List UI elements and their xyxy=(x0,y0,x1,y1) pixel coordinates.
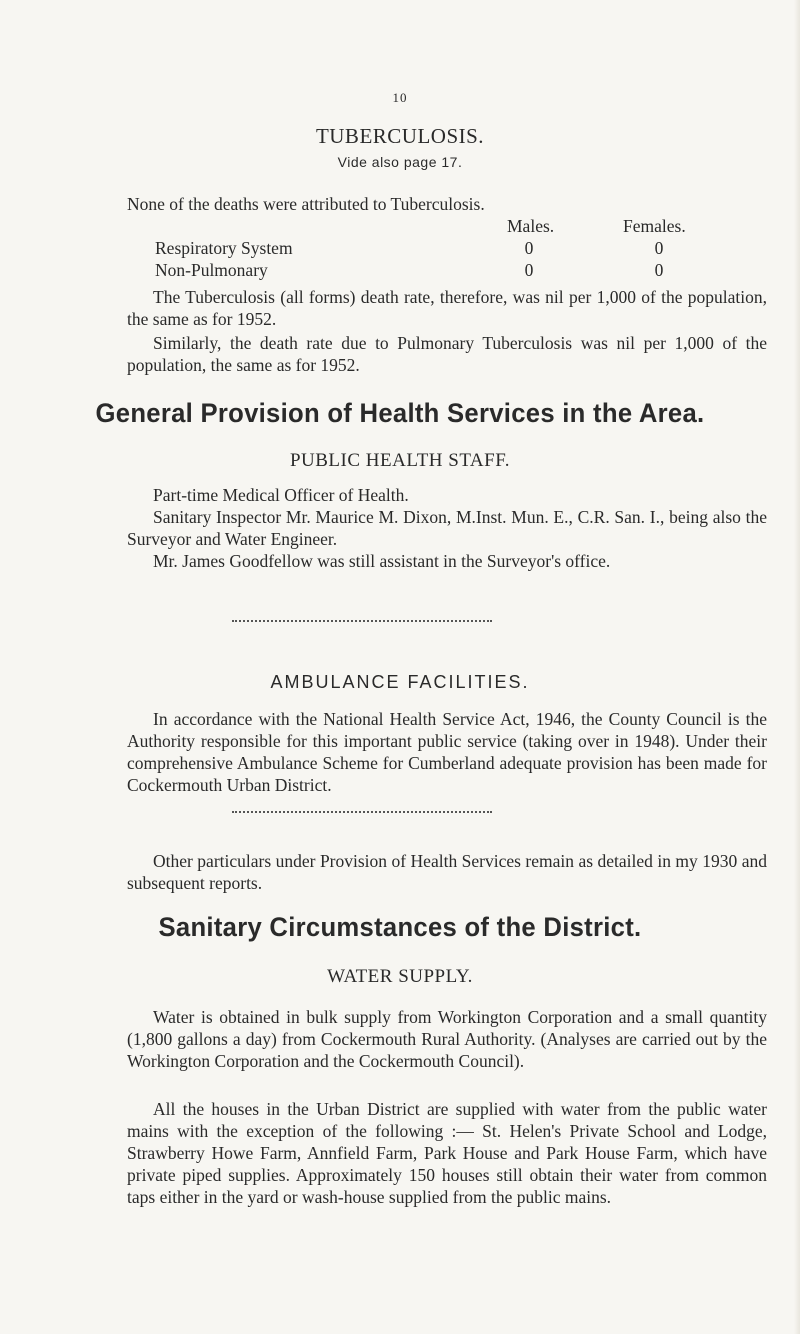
other-particulars-paragraph: Other particulars under Provision of Health Services remain as detailed in my 1930 and subsequent reports. xyxy=(127,851,767,893)
row-label-nonpulmonary: Non-Pulmonary xyxy=(155,260,268,280)
page-edge-shadow xyxy=(794,0,800,1334)
page-number: 10 xyxy=(392,90,408,105)
females-header: Females. xyxy=(623,216,686,236)
tb-death-rate-paragraph: The Tuberculosis (all forms) death rate, therefore, was nil per 1,000 of the population, the same as for 1952. xyxy=(127,287,767,329)
row-females-nonpulmonary: 0 xyxy=(654,260,664,280)
ambulance-paragraph: In accordance with the National Health Service Act, 1946, the County Council is the Authority responsible for this important public service (taking over in 1948). Under their comprehensive Ambulance Scheme for Cumberland adequate provision has been made for Cockermouth Urban District. xyxy=(127,709,767,795)
sanitary-circumstances-heading: Sanitary Circumstances of the District. xyxy=(158,912,642,942)
public-health-staff-heading: PUBLIC HEALTH STAFF. xyxy=(289,450,511,471)
water-supply-heading: WATER SUPPLY. xyxy=(327,966,473,987)
row-females-respiratory: 0 xyxy=(654,238,664,258)
section-divider-2 xyxy=(232,811,492,813)
row-males-respiratory: 0 xyxy=(524,238,534,258)
row-males-nonpulmonary: 0 xyxy=(524,260,534,280)
ambulance-heading: AMBULANCE FACILITIES. xyxy=(270,672,530,692)
staff-assistant: Mr. James Goodfellow was still assistant in the Surveyor's office. xyxy=(153,551,611,571)
water-supply-paragraph-1: Water is obtained in bulk supply from Workington Corporation and a small quantity (1,800 gallons a day) from Cockermouth Rural Authority. (Analyses are carried out by the Workington Corporation and the Cockermouth Council). xyxy=(127,1007,767,1071)
row-label-respiratory: Respiratory System xyxy=(155,238,293,258)
vide-reference: Vide also page 17. xyxy=(337,154,463,170)
pulmonary-rate-paragraph: Similarly, the death rate due to Pulmonary Tuberculosis was nil per 1,000 of the population, the same as for 1952. xyxy=(127,333,767,375)
staff-medical-officer: Part-time Medical Officer of Health. xyxy=(153,485,409,505)
males-header: Males. xyxy=(507,216,555,236)
tb-intro: None of the deaths were attributed to Tuberculosis. xyxy=(127,194,485,214)
general-provision-heading: General Provision of Health Services in the Area. xyxy=(95,398,705,428)
section-divider xyxy=(232,620,492,622)
staff-sanitary-inspector: Sanitary Inspector Mr. Maurice M. Dixon, M.Inst. Mun. E., C.R. San. I., being also the Surveyor and Water Engineer. xyxy=(127,507,767,549)
water-supply-paragraph-2: All the houses in the Urban District are supplied with water from the public water mains with the exception of the following :— St. Helen's Private School and Lodge, Strawberry Howe Farm, Annfield Farm, Park House and Park House Farm, which have private piped supplies. Approximately 150 houses still obtain their water from common taps either in the yard or wash-house supplied from the public mains. xyxy=(127,1099,767,1207)
tuberculosis-title: TUBERCULOSIS. xyxy=(315,124,485,148)
